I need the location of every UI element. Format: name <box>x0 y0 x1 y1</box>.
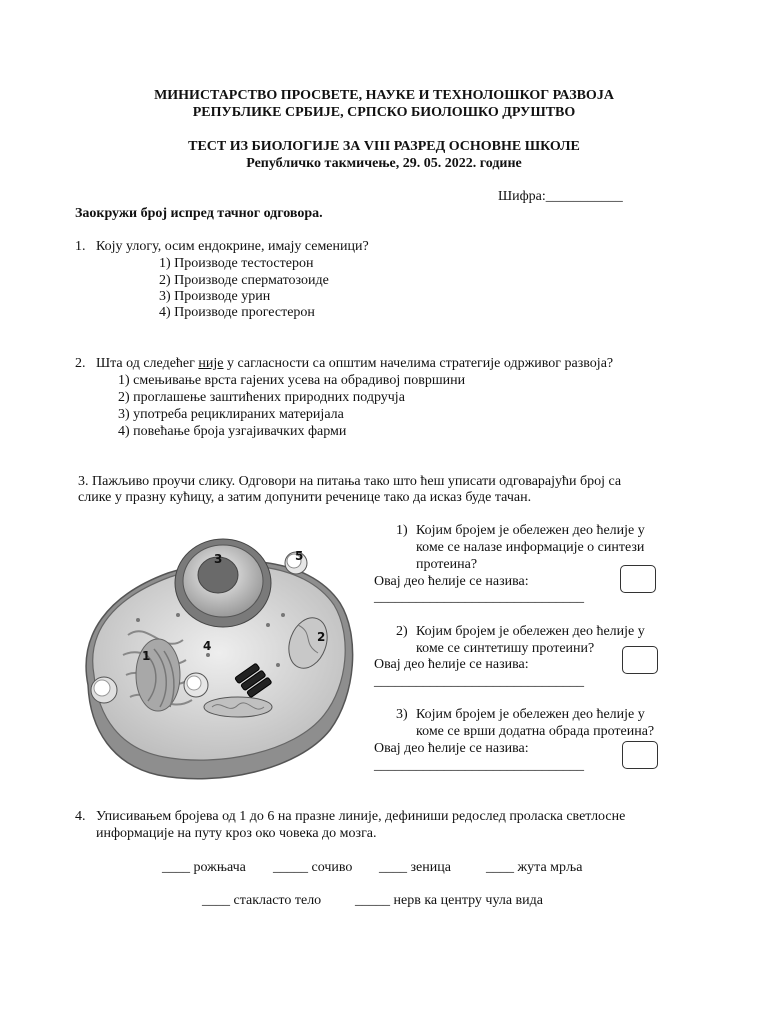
q2-text: Шта од следећег није у сагласности са општим начелима стратегије одрживог развоја? <box>96 356 614 371</box>
q1-text: Коју улогу, осим ендокрине, имају семеници? <box>96 239 369 254</box>
q1-option-4[interactable]: 4) Производе прогестерон <box>159 305 315 320</box>
q4-item-pupil[interactable]: ____ зеница <box>379 860 451 875</box>
q1-option-2[interactable]: 2) Производе сперматозоиде <box>159 273 329 288</box>
q3-sub1-number: 1) <box>396 523 408 538</box>
q3-sub2-answer-box[interactable] <box>622 646 658 674</box>
instruction: Заокружи број испред тачног одговора. <box>75 206 323 221</box>
q3-sub1-answer-label: Овај део ћелије се назива: <box>374 574 529 589</box>
animal-cell-illustration <box>68 525 358 793</box>
q2-option-1[interactable]: 1) смењивање врста гајених усева на обрадивој површини <box>118 373 466 388</box>
q3-intro-line-1: 3. Пажљиво проучи слику. Одговори на питања тако што ћеш уписати одговарајући број са <box>78 474 622 489</box>
q2-option-4[interactable]: 4) повећање броја узгајивачких фарми <box>118 424 347 439</box>
q4-item-vitreous-body[interactable]: ____ стакласто тело <box>202 893 322 908</box>
q3-sub1-answer-box[interactable] <box>620 565 656 593</box>
q3-sub3-answer-box[interactable] <box>622 741 658 769</box>
q4-item-lens[interactable]: _____ сочиво <box>273 860 353 875</box>
q3-sub1-line-1: Којим бројем је обележен део ћелије у <box>416 523 645 538</box>
test-subtitle: Републичко такмичење, 29. 05. 2022. године <box>246 156 522 171</box>
q3-sub3-number: 3) <box>396 707 408 722</box>
cell-label-4: 4 <box>203 639 212 653</box>
q3-sub3-line-2: коме се врши додатна обрада протеина? <box>416 724 655 739</box>
q3-sub3-answer-label: Овај део ћелије се назива: <box>374 741 529 756</box>
q2-option-3[interactable]: 3) употреба рециклираних материјала <box>118 407 344 422</box>
cell-label-3: 3 <box>214 552 223 566</box>
q4-number: 4. <box>75 809 86 824</box>
q3-sub1-line-3: протеина? <box>416 557 478 572</box>
q2-option-2[interactable]: 2) проглашење заштићених природних подручја <box>118 390 405 405</box>
q3-sub2-answer-label: Овај део ћелије се назива: <box>374 657 529 672</box>
cell-label-5: 5 <box>295 549 304 563</box>
q4-item-optic-nerve[interactable]: _____ нерв ка центру чула вида <box>355 893 543 908</box>
q1-number: 1. <box>75 239 86 254</box>
q3-sub3-answer-line[interactable]: ______________________________ <box>374 758 584 773</box>
q3-sub2-line-1: Којим бројем је обележен део ћелије у <box>416 624 645 639</box>
q3-sub2-number: 2) <box>396 624 408 639</box>
code-field[interactable]: Шифра:___________ <box>498 189 623 204</box>
test-title: ТЕСТ ИЗ БИОЛОГИЈЕ ЗА VIII РАЗРЕД ОСНОВНЕ ШКОЛЕ <box>188 139 580 154</box>
header-line-1: МИНИСТАРСТВО ПРОСВЕТЕ, НАУКЕ И ТЕХНОЛОШКОГ РАЗВОЈА <box>154 88 614 103</box>
q4-line-2: информације на путу кроз око човека до мозга. <box>96 826 377 841</box>
q3-sub1-line-2: коме се налазе информације о синтези <box>416 540 645 555</box>
q4-item-cornea[interactable]: ____ рожњача <box>162 860 246 875</box>
q4-line-1: Уписивањем бројева од 1 до 6 на празне линије, дефиниши редослед проласка светлосне <box>96 809 626 824</box>
q3-sub1-answer-line[interactable]: ______________________________ <box>374 590 584 605</box>
q1-option-3[interactable]: 3) Производе урин <box>159 289 271 304</box>
q3-sub3-line-1: Којим бројем је обележен део ћелије у <box>416 707 645 722</box>
cell-label-1: 1 <box>142 649 151 663</box>
cell-label-2: 2 <box>317 630 326 644</box>
q3-sub2-answer-line[interactable]: ______________________________ <box>374 674 584 689</box>
q1-option-1[interactable]: 1) Производе тестостерон <box>159 256 314 271</box>
q3-intro-line-2: слике у празну кућицу, а затим допунити реченице тако да исказ буде тачан. <box>78 490 532 505</box>
q4-item-yellow-spot[interactable]: ____ жута мрља <box>486 860 583 875</box>
q3-sub2-line-2: коме се синтетишу протеини? <box>416 641 595 656</box>
q2-number: 2. <box>75 356 86 371</box>
header-line-2: РЕПУБЛИКЕ СРБИЈЕ, СРПСКО БИОЛОШКО ДРУШТВО <box>192 105 576 120</box>
